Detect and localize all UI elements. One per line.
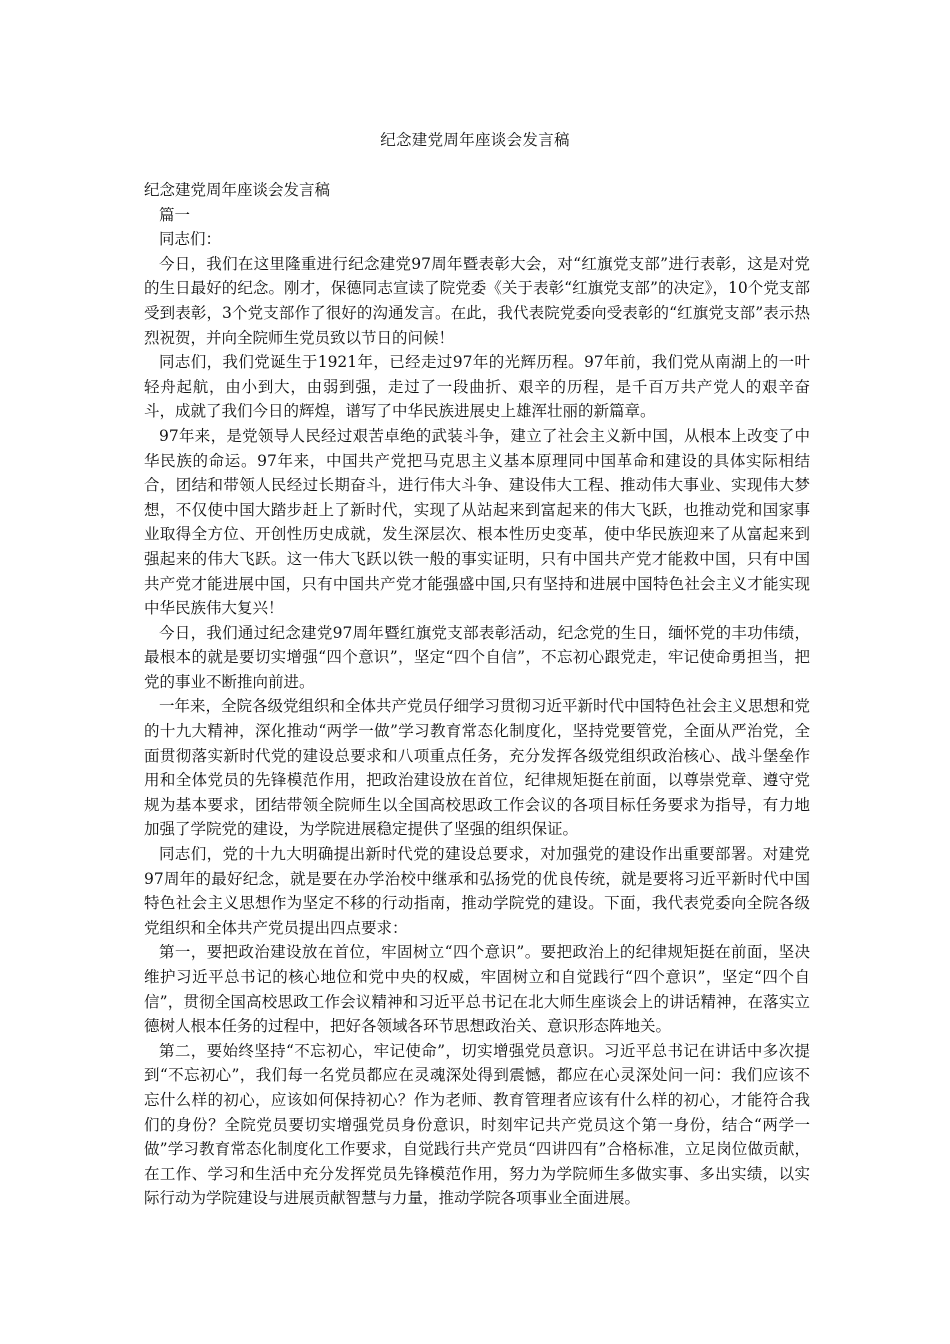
salutation: 同志们： [159,230,222,249]
section-heading: 篇一 [159,205,191,224]
paragraph-3: 97年来，是党领导人民经过艰苦卓绝的武装斗争，建立了社会主义新中国，从根本上改变了中华民族的命运。97年来，中国共产党把马克思主义基本原理同中国革命和建设的具体实际相结合，团结和带领人民经过长期奋斗，进行伟大斗争、建设伟大工程、推动伟大事业、实现伟大梦想，不仅使中国大踏步赶上了新时代，实现了从站起来到富起来的伟大飞跃，也推动党和国家事业取得全方位、开创性历史成就，发生深层次、根本性历史变革，使中华民族迎来了从富起来到强起来的伟大飞跃。这一伟大飞跃以铁一般的事实证明，只有中国共产党才能救中国，只有中国共产党才能进展中国，只有中国共产党才能强盛中国,只有坚持和进展中国特色社会主义才能实现中华民族伟大复兴！ [144,426,810,618]
paragraph-5: 一年来，全院各级党组织和全体共产党员仔细学习贯彻习近平新时代中国特色社会主义思想和党的十九大精神，深化推动“两学一做”学习教育常态化制度化，坚持党要管党，全面从严治党，全面贯彻落实新时代党的建设总要求和八项重点任务，充分发挥各级党组织政治核心、战斗堡垒作用和全体党员的先锋模范作用，把政治建设放在首位，纪律规矩挺在前面，以尊崇党章、遵守党规为基本要求，团结带领全院师生以全国高校思政工作会议的各项目标任务要求为指导，有力地加强了学院党的建设，为学院进展稳定提供了坚强的组织保证。 [144,697,811,839]
paragraph-6: 同志们，党的十九大明确提出新时代党的建设总要求，对加强党的建设作出重要部署。对建党97周年的最好纪念，就是要在办学治校中继承和弘扬党的优良传统，就是要将习近平新时代中国特色社会主义思想作为坚定不移的行动指南，推动学院党的建设。下面，我代表党委向全院各级党组织和全体共产党员提出四点要求： [144,845,810,937]
paragraph-2: 同志们，我们党诞生于1921年，已经走过97年的光辉历程。97年前，我们党从南湖上的一叶轻舟起航，由小到大，由弱到强，走过了一段曲折、艰辛的历程，是千百万共产党人的艰辛奋斗，成就了我们今日的辉煌，谱写了中华民族进展史上雄浑壮丽的新篇章。 [144,353,810,421]
document-body [144,178,810,1211]
paragraph-4: 今日，我们通过纪念建党97周年暨红旗党支部表彰活动，纪念党的生日，缅怀党的丰功伟绩，最根本的就是要切实增强“四个意识”，坚定“四个自信”，不忘初心跟党走，牢记使命勇担当，把党的事业不断推向前进。 [144,623,810,691]
paragraph-8: 第二，要始终坚持“不忘初心，牢记使命”，切实增强党员意识。习近平总书记在讲话中多次提到“不忘初心”，我们每一名党员都应在灵魂深处得到震憾，都应在心灵深处问一问：我们应该不忘什么样的初心，应该如何保持初心？作为老师、教育管理者应该有什么样的初心，才能符合我们的身份？全院党员要切实增强党员身份意识，时刻牢记共产党员这个第一身份，结合“两学一做”学习教育常态化制度化工作要求，自觉践行共产党员“四讲四有”合格标准，立足岗位做贡献，在工作、学习和生活中充分发挥党员先锋模范作用，努力为学院师生多做实事、多出实绩，以实际行动为学院建设与进展贡献智慧与力量，推动学院各项事业全面进展。 [144,1041,810,1208]
paragraph-7: 第一，要把政治建设放在首位，牢固树立“四个意识”。要把政治上的纪律规矩挺在前面，坚决维护习近平总书记的核心地位和党中央的权威，牢固树立和自觉践行“四个意识”，坚定“四个自信”，贯彻全国高校思政工作会议精神和习近平总书记在北大师生座谈会上的讲话精神，在落实立德树人根本任务的过程中，把好各领域各环节思想政治关、意识形态阵地关。 [144,943,810,1036]
paragraph-1: 今日，我们在这里隆重进行纪念建党97周年暨表彰大会，对“红旗党支部”进行表彰，这是对党的生日最好的纪念。刚才，保德同志宣读了院党委《关于表彰“红旗党支部”的决定》，10个党支部受到表彰，3个党支部作了很好的沟通发言。在此，我代表院党委向受表彰的“红旗党支部”表示热烈祝贺，并向全院师生党员致以节日的问候！ [144,254,810,347]
document-subtitle: 纪念建党周年座谈会发言稿 [144,181,331,199]
document-title: 纪念建党周年座谈会发言稿 [380,131,570,149]
